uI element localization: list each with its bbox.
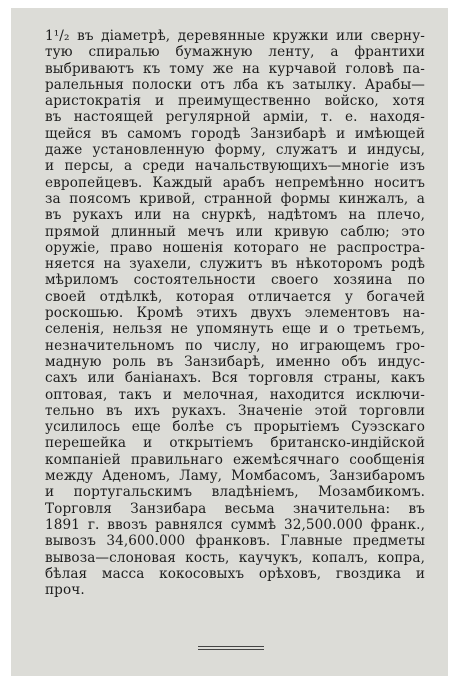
text-line: усилилось еще болѣе съ прорытіемъ Суэзскаго: [45, 419, 425, 436]
text-line: даже установленную форму, служатъ и индусы,: [45, 142, 425, 159]
text-line: 1891 г. ввозъ равнялся суммѣ 32,500.000 франк.,: [45, 516, 425, 533]
text-line: мѣриломъ состоятельности своего хозяина по: [45, 272, 425, 289]
text-line: незначительномъ по числу, но играющемъ гро-: [45, 337, 425, 354]
text-line: роскошью. Кромѣ этихъ двухъ элементовъ на-: [45, 305, 425, 322]
text-line: Торговля Занзибара весьма значительна: въ: [45, 500, 425, 517]
text-line: въ настоящей регулярной арміи, т. е. находя-: [45, 109, 425, 126]
text-line: въ рукахъ или на снуркѣ, надѣтомъ на плечо,: [45, 207, 425, 224]
text-line: прямой длинный мечъ или кривую саблю; это: [45, 223, 425, 240]
text-line: селенія, нельзя не упомянуть еще и о третьемъ,: [45, 321, 425, 338]
text-line: перешейка и открытіемъ британско-индійской: [45, 435, 425, 452]
text-line: тую спиралью бумажную ленту, а франтихи: [45, 44, 425, 61]
text-line: мадную роль въ Занзибарѣ, именно объ индус-: [45, 353, 425, 370]
text-line: оружіе, право ношенія котораго не распростра-: [45, 239, 425, 256]
text-line: проч.: [45, 582, 85, 599]
text-line: и персы, а среди начальствующихъ—многіе изъ: [45, 158, 425, 175]
text-line: вывозъ 34,600.000 франковъ. Главные предметы: [45, 533, 425, 550]
text-line: бѣлая масса кокосовыхъ орѣховъ, гвоздика и: [45, 565, 425, 582]
book-page: [11, 8, 448, 676]
text-line: между Аденомъ, Ламу, Момбасомъ, Занзибаромъ: [45, 468, 425, 485]
text-line: сахъ или баніанахъ. Вся торговля страны, какъ: [45, 370, 425, 387]
body-text: [45, 28, 425, 598]
text-line: тельно въ ихъ рукахъ. Значеніе этой торговли: [45, 402, 425, 419]
end-rule: [198, 646, 264, 650]
text-line: щейся въ самомъ городѣ Занзибарѣ и имѣющей: [45, 125, 425, 142]
text-line: няется на зуахели, служитъ въ нѣкоторомъ родѣ: [45, 256, 425, 273]
text-line: и португальскимъ владѣніемъ, Мозамбикомъ.: [45, 484, 425, 501]
text-line: компаніей правильнаго ежемѣсячнаго сообщенія: [45, 451, 425, 468]
text-line: оптовая, такъ и мелочная, находится исключи-: [45, 386, 425, 403]
text-line: своей отдѣлкѣ, которая отличается у богачей: [45, 288, 425, 305]
text-line: ралельныя полоски отъ лба къ затылку. Арабы—: [45, 76, 425, 93]
text-line: за поясомъ кривой, странной формы кинжалъ, а: [45, 190, 425, 207]
text-line: аристократія и преимущественно войско, хотя: [45, 93, 425, 110]
text-line: европейцевъ. Каждый арабъ непремѣнно носитъ: [45, 174, 425, 191]
text-line: выбриваютъ къ тому же на курчавой головѣ па-: [45, 60, 425, 77]
text-line: вывоза—слоновая кость, каучукъ, копалъ, копра,: [45, 549, 425, 566]
text-line: 1¹/₂ въ діаметрѣ, деревянные кружки или сверну-: [45, 28, 425, 44]
